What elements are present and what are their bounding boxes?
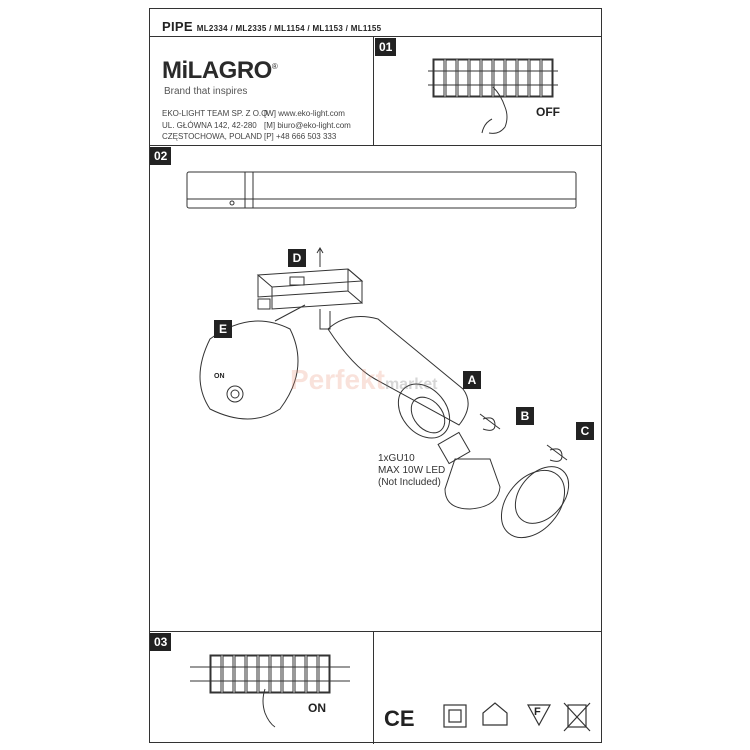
step-03-badge: 03 <box>150 633 171 651</box>
breaker-module <box>223 656 233 692</box>
detail-e-on-label: ON <box>214 373 225 380</box>
off-label: OFF <box>536 105 560 119</box>
breaker-module <box>271 656 281 692</box>
callout-c: C <box>576 422 594 440</box>
breaker-module <box>458 60 468 96</box>
brand-logo: MiLAGRO® <box>162 57 278 84</box>
certification-marks <box>444 703 590 731</box>
breaker-module <box>307 656 317 692</box>
track-rail-drawing <box>187 172 576 208</box>
breaker-module <box>283 656 293 692</box>
brand-tagline: Brand that inspires <box>164 86 248 97</box>
company-address: EKO-LIGHT TEAM SP. Z O.O. UL. GŁÓWNA 142, 42-280 CZĘSTOCHOWA, POLAND <box>162 109 270 141</box>
callout-e: E <box>214 320 232 338</box>
step-02-badge: 02 <box>150 147 171 165</box>
breaker-module <box>259 656 269 692</box>
breaker-panel-drawing-01 <box>428 59 558 97</box>
model-list: ML2334 / ML2335 / ML1154 / ML1153 / ML1155 <box>196 24 382 33</box>
company-contact: [W] www.eko-light.com [M] biuro@eko-light.com [P] +48 666 503 333 <box>264 109 351 141</box>
breaker-module <box>247 656 257 692</box>
breaker-module <box>446 60 456 96</box>
breaker-module <box>295 656 305 692</box>
breaker-module <box>235 656 245 692</box>
f-mark: F <box>534 706 541 718</box>
bulb-specification: 1xGU10 MAX 10W LED (Not Included) <box>378 453 446 488</box>
arrow-up-d <box>317 248 323 267</box>
breaker-panel-drawing-03 <box>190 655 350 727</box>
on-label: ON <box>308 701 326 715</box>
callout-a: A <box>463 371 481 389</box>
breaker-module <box>482 60 492 96</box>
step-01-badge: 01 <box>375 38 396 56</box>
rotate-arrow-b <box>480 414 500 430</box>
ce-mark: CE <box>384 706 415 731</box>
breaker-module <box>518 60 528 96</box>
track-adapter-drawing <box>258 269 362 329</box>
callout-b: B <box>516 407 534 425</box>
breaker-module <box>494 60 504 96</box>
instruction-sheet <box>149 8 602 743</box>
front-ring-drawing <box>489 456 580 549</box>
breaker-module <box>530 60 540 96</box>
breaker-module <box>506 60 516 96</box>
breaker-module <box>542 60 552 96</box>
gu10-bulb-drawing <box>438 432 500 509</box>
watermark: Perfektmarket <box>290 364 438 395</box>
breaker-module <box>211 656 221 692</box>
breaker-module <box>470 60 480 96</box>
rotate-arrow-c <box>547 445 567 461</box>
breaker-module <box>319 656 329 692</box>
product-name: PIPE <box>162 19 193 34</box>
breaker-module <box>434 60 444 96</box>
callout-d: D <box>288 249 306 267</box>
